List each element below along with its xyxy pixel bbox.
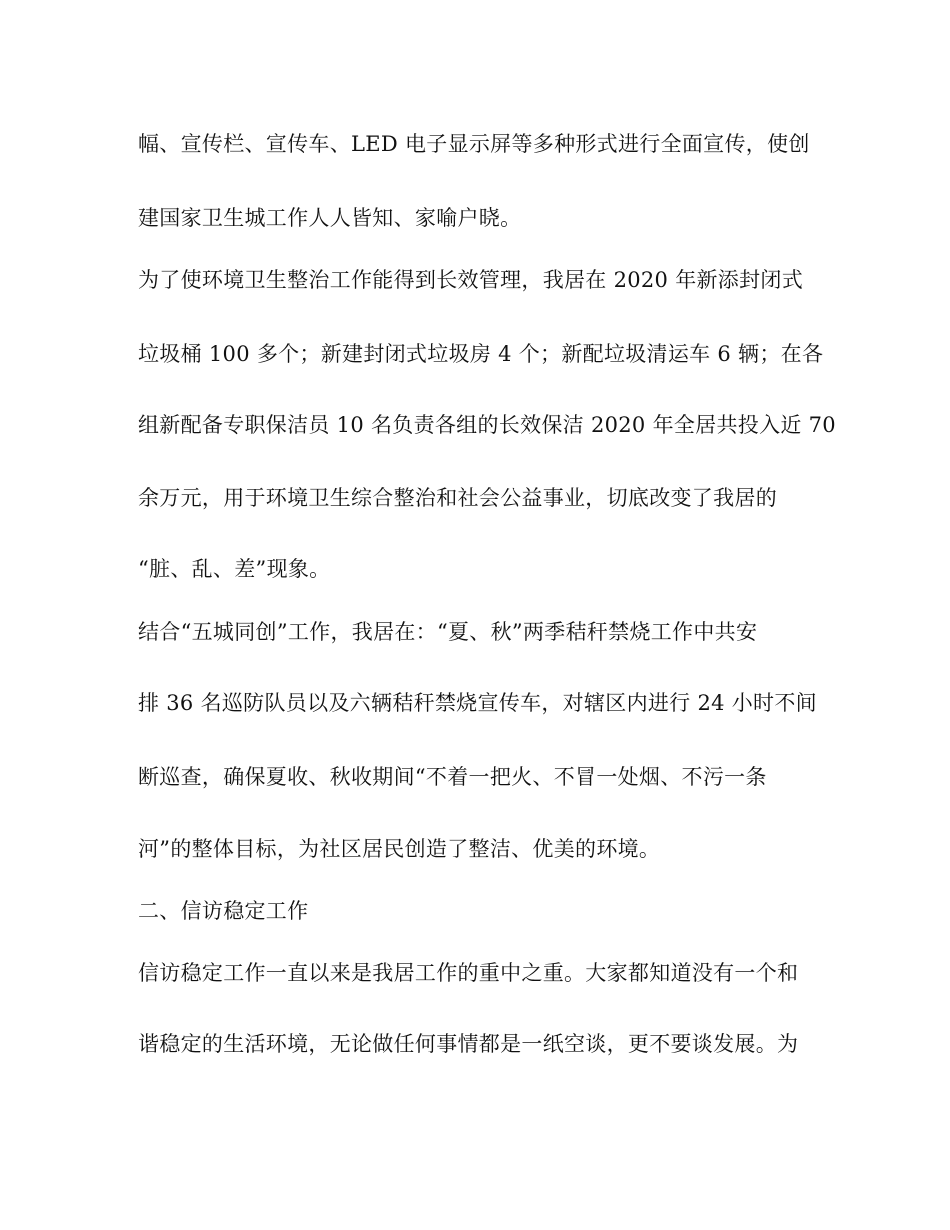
text-line: 建国家卫生城工作人人皆知、家喻户晓。 xyxy=(138,206,522,230)
text-line: “脏、乱、差”现象。 xyxy=(138,557,331,581)
text-line: 排 36 名巡防队员以及六辆秸秆禁烧宣传车，对辖区内进行 24 小时不间 xyxy=(138,691,817,715)
text-line: 余万元，用于环境卫生综合整治和社会公益事业，切底改变了我居的 xyxy=(138,486,777,510)
text-line: 河”的整体目标，为社区居民创造了整洁、优美的环境。 xyxy=(138,837,661,861)
text-line: 信访稳定工作一直以来是我居工作的重中之重。大家都知道没有一个和 xyxy=(138,961,799,985)
text-line: 幅、宣传栏、宣传车、LED 电子显示屏等多种形式进行全面宣传，使创 xyxy=(138,132,810,156)
section-heading: 二、信访稳定工作 xyxy=(138,899,309,923)
text-line: 为了使环境卫生整治工作能得到长效管理，我居在 2020 年新添封闭式 xyxy=(138,268,803,292)
text-line: 垃圾桶 100 多个；新建封闭式垃圾房 4 个；新配垃圾清运车 6 辆；在各 xyxy=(138,342,824,366)
text-line: 结合“五城同创”工作，我居在：“夏、秋”两季秸秆禁烧工作中共安 xyxy=(138,620,758,644)
text-line: 断巡查，确保夏收、秋收期间“不着一把火、不冒一处烟、不污一条 xyxy=(138,765,767,789)
text-line: 组新配备专职保洁员 10 名负责各组的长效保洁 2020 年全居共投入近 70 xyxy=(138,413,836,437)
text-line: 谐稳定的生活环境，无论做任何事情都是一纸空谈，更不要谈发展。为 xyxy=(138,1032,799,1056)
